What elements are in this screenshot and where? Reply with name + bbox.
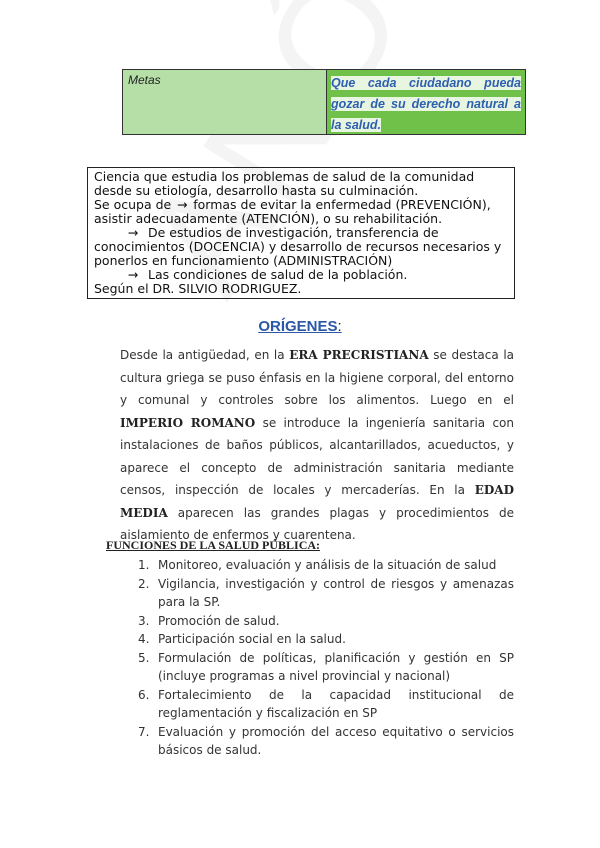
arrow-icon: → bbox=[127, 267, 139, 282]
origenes-title: ORÍGENES: bbox=[258, 318, 342, 335]
list-item: 6. Fortalecimiento de la capacidad institucional de reglamentación y fiscalización en SP bbox=[138, 687, 514, 720]
list-item: 1. Monitoreo, evaluación y análisis de la situación de salud bbox=[138, 558, 497, 572]
edad-media: EDAD MEDIA bbox=[120, 483, 514, 520]
era-precristiana: ERA PRECRISTIANA bbox=[289, 348, 429, 362]
metas-table bbox=[122, 69, 526, 135]
definition-line: → De estudios de investigación, transferencia de conocimientos (DOCENCIA) y desarrollo de recursos necesarios y ponerlos en funcionamiento (ADMINISTRACIÓN) bbox=[94, 225, 502, 268]
definition-line: → Las condiciones de salud de la población. bbox=[94, 268, 508, 282]
arrow-icon: → bbox=[176, 197, 188, 212]
definition-line: Se ocupa de → formas de evitar la enfermedad (PREVENCIÓN), asistir adecuadamente (ATENCIÓN), o su rehabilitación. bbox=[94, 197, 491, 226]
definition-line: Ciencia que estudia los problemas de salud de la comunidad desde su etiología, desarrollo hasta su culminación. bbox=[94, 169, 475, 198]
origenes-paragraph: Desde la antigüedad, en la ERA PRECRISTIANA se destaca la cultura griega se puso énfasis en la higiene corporal, del entorno y comunal y controles sobre los alimentos. Luego en el IMPERIO ROMANO se introduce la ingeniería sanitaria con instalaciones de baños públicos, alcantarillados, acueductos, y aparece el concepto de administración sanitaria mediante censos, inspección de locales y mercaderías. En la EDAD MEDIA aparecen las grandes plagas y procedimientos de aislamiento de enfermos y cuarentena. bbox=[120, 348, 515, 542]
arrow-icon: → bbox=[127, 225, 139, 240]
metas-label: Metas bbox=[123, 70, 327, 134]
imperio-romano: IMPERIO ROMANO bbox=[120, 415, 256, 430]
list-item: 4. Participación social en la salud. bbox=[138, 632, 346, 646]
funciones-list bbox=[138, 556, 514, 760]
list-item: 3. Promoción de salud. bbox=[138, 613, 280, 628]
definition-box bbox=[87, 167, 515, 299]
list-item: 5. Formulación de políticas, planificación y gestión en SP (incluye programas a nivel provincial y nacional) bbox=[138, 650, 514, 683]
list-item: 2. Vigilancia, investigación y control de riesgos y amenazas para la SP. bbox=[138, 576, 514, 609]
list-item: 7. Evaluación y promoción del acceso equitativo o servicios básicos de salud. bbox=[138, 724, 514, 757]
definition-author: Según el DR. SILVIO RODRIGUEZ. bbox=[94, 281, 302, 296]
funciones-title: FUNCIONES DE LA SALUD PÚBLICA: bbox=[106, 538, 321, 552]
metas-text: Que cada ciudadano pueda gozar de su derecho natural a la salud. bbox=[327, 70, 525, 134]
